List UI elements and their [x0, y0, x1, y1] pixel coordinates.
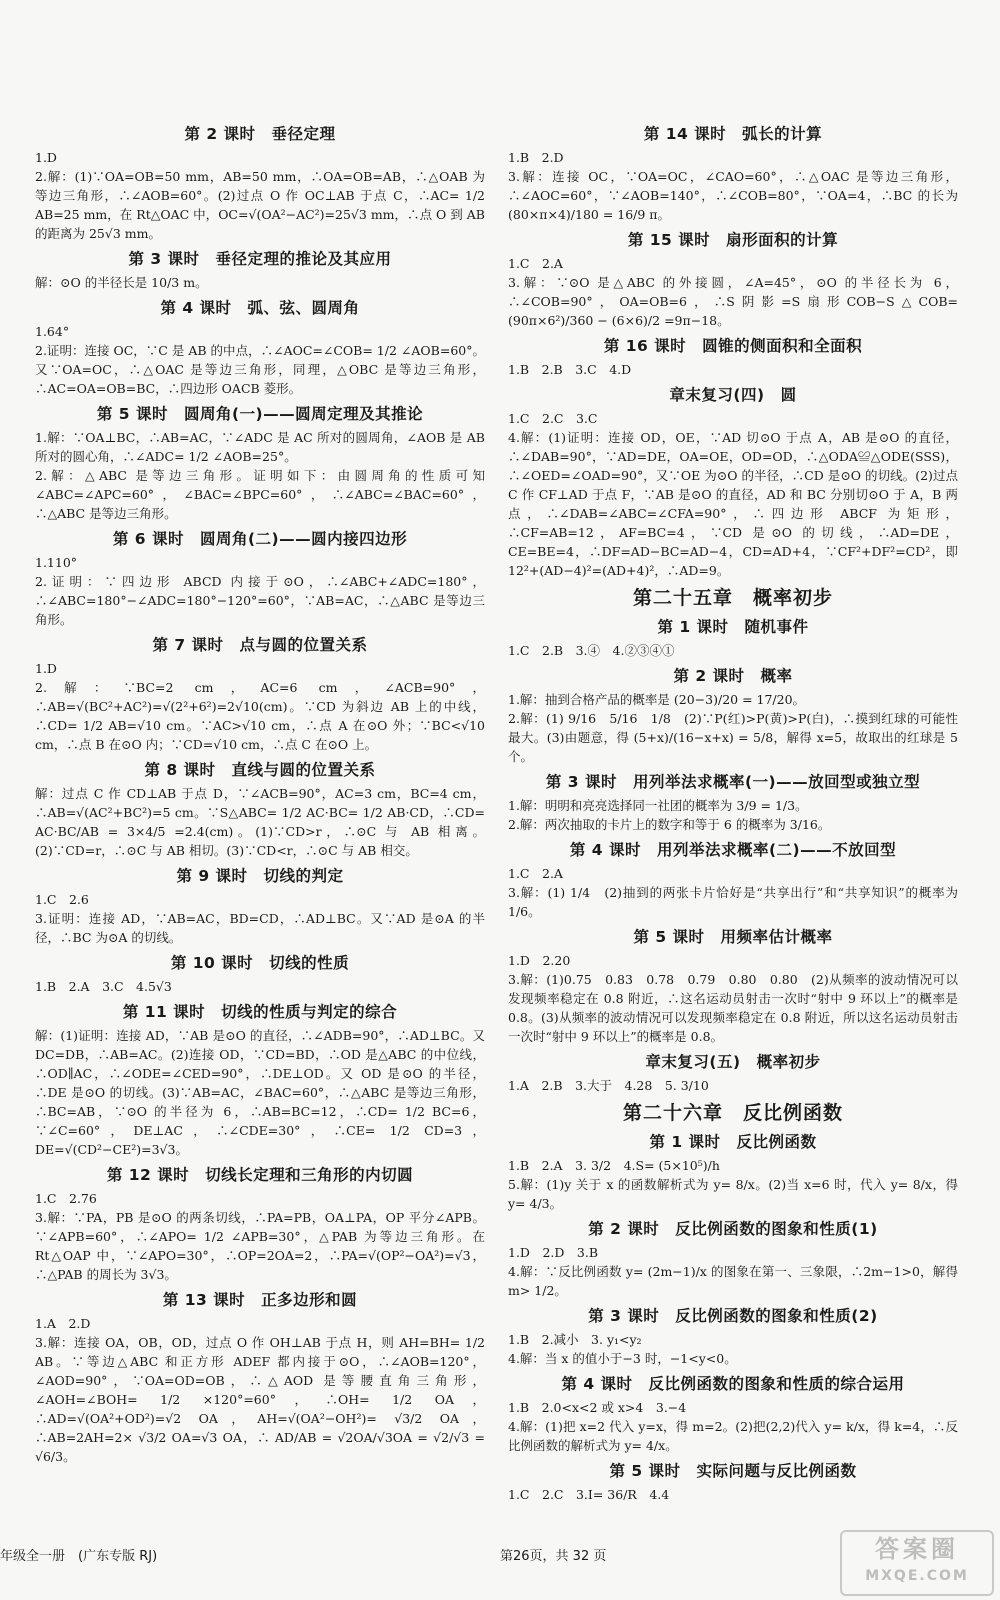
answer-text: 1.D 2.D 3.B	[508, 1245, 599, 1260]
watermark-url: MXQE.COM	[865, 1568, 969, 1584]
answer-text: 3.证明：连接 AD，∵AB=AC，BD=CD，∴AD⊥BC。又∵AD 是⊙A 的半径，∴BC 为⊙A 的切线。	[35, 911, 485, 945]
answer-text: 1.D	[35, 150, 57, 165]
lesson-title: 第 5 课时 用频率估计概率	[633, 928, 833, 946]
answer-text: 4.解：当 x 的值小于−3 时，−1<y<0。	[508, 1351, 737, 1366]
answer-text: 1.解：明明和亮亮选择同一社团的概率为 3/9 = 1/3。	[508, 798, 808, 813]
lesson-title: 第 3 课时 垂径定理的推论及其应用	[128, 250, 392, 268]
lesson-title: 第 13 课时 正多边形和圆	[162, 1291, 358, 1309]
answer-text: 2.证明：连接 OC，∵C 是 AB 的中点，∴∠AOC=∠COB= 1/2 ∠AOB=60°。又∵OA=OC，∴△OAC 是等边三角形，同理，△OBC 是等边三角形，∴AC=OA=OB=BC，∴四边形 OACB 菱形。	[35, 343, 485, 396]
answer-text: 1.C 2.A	[508, 866, 563, 881]
answer-text: 3.解：∵PA，PB 是⊙O 的两条切线，∴PA=PB，OA⊥PA，OP 平分∠APB。∵∠APB=60°，∴∠APO= 1/2 ∠APB=30°，△PAB 为等边三角形。在 Rt△OAP 中，∵∠APO=30°，∴OP=2OA=2，∴PA=√(OP²−OA²)=√3，∴△PAB 的周长为 3√3。	[35, 1210, 485, 1282]
answer-text: 1.C 2.C 3.I= 36/R 4.4	[508, 1487, 670, 1502]
answer-text: 解：(1)证明：连接 AD，∵AB 是⊙O 的直径，∴∠ADB=90°，∴AD⊥BC。又 DC=DB，∴AB=AC。(2)连接 OD，∵CD=BD，∴OD 是△ABC 的中位线，∴OD∥AC，∴∠ODE=∠CED=90°，∴DE⊥OD。又 OD 是⊙O 的半径，∴DE 是⊙O 的切线。(3)∵AB=AC，∠BAC=60°，∴△ABC 是等边三角形，∴BC=AB，∵⊙O 的半径为 6，∴AB=BC=12，∴CD= 1/2 BC=6，∵∠C=60°，DE⊥AC，∴∠CDE=30°，∴CE= 1/2 CD=3，DE=√(CD²−CE²)=3√3。	[35, 1028, 485, 1157]
answer-text: 2.解：(1)∵OA=OB=50 mm，AB=50 mm，∴OA=OB=AB，∴△OAB 为等边三角形，∴∠AOB=60°。(2)过点 O 作 OC⊥AB 于点 C，∴AC= 1/2 AB=25 mm，在 Rt△OAC 中，OC=√(OA²−AC²)=25√3 mm，∴点 O 到 AB 的距离为 25√3 mm。	[35, 169, 485, 241]
chapter-title: 第二十五章 概率初步	[632, 587, 833, 609]
answer-text: 2.证明：∵四边形 ABCD 内接于⊙O，∴∠ABC+∠ADC=180°，∴∠ABC=180°−∠ADC=180°−120°=60°，∵AB=AC，∴△ABC 是等边三角形。	[35, 574, 485, 627]
answer-text: 1.解：抽到合格产品的概率是 (20−3)/20 = 17/20。	[508, 692, 806, 707]
answer-text: 2.解：∵BC=2 cm，AC=6 cm，∠ACB=90°，∴AB=√(BC²+AC²)=√(2²+6²)=2√10(cm)。∵CD 为斜边 AB 上的中线，∴CD= 1/2 AB=√10 cm。∵AC>√10 cm，∴点 A 在⊙O 外；∵BC<√10 cm，∴点 B 在⊙O 内；∵CD=√10 cm，∴点 C 在⊙O 上。	[35, 680, 485, 752]
answer-text: 4.解：(1)证明：连接 OD，OE，∵AD 切⊙O 于点 A，AB 是⊙O 的直径，∴∠DAB=90°，∵AD=DE，OA=OE，OD=OD，∴△ODA≌△ODE(SSS)，∴∠OED=∠OAD=90°，又∵OE 为⊙O 的半径，∴CD 是⊙O 的切线。(2)过点 C 作 CF⊥AD 于点 F，∵AB 是⊙O 的直径，AD 和 BC 分别切⊙O 于 A，B 两点，∴∠DAB=∠ABC=∠CFA=90°，∴四边形 ABCF 为矩形，∴CF=AB=12，AF=BC=4，∵CD 是⊙O 的切线，∴AD=DE，CE=BE=4，∴DF=AD−BC=AD−4，CD=AD+4，∵CF²+DF²=CD²，即 12²+(AD−4)²=(AD+4)²，∴AD=9。	[508, 430, 958, 578]
answer-text: 1.B 2.A 3.C 4.5√3	[35, 979, 172, 994]
lesson-title: 第 1 课时 随机事件	[657, 618, 809, 636]
watermark-text: 答案圈	[875, 1535, 959, 1563]
lesson-title: 第 6 课时 圆周角(二)——圆内接四边形	[112, 530, 408, 548]
answer-text: 5.解：(1)y 关于 x 的函数解析式为 y= 8/x。(2)当 x=6 时，代入 y= 8/x，得 y= 4/3。	[508, 1177, 958, 1211]
answer-text: 1.C 2.6	[35, 892, 89, 907]
lesson-title: 第 14 课时 弧长的计算	[643, 125, 823, 143]
answer-text: 3.解：∵⊙O 是△ABC 的外接圆，∠A=45°，⊙O 的半径长为 6，∴∠COB=90°，OA=OB=6，∴S阴影=S扇形COB−S△COB= (90π×6²)/360 − (6×6)/2 =9π−18。	[508, 275, 958, 328]
lesson-title: 第 8 课时 直线与圆的位置关系	[144, 761, 376, 779]
right-column	[508, 118, 958, 1504]
lesson-title: 第 1 课时 反比例函数	[649, 1133, 817, 1151]
answer-text: 3.解：(1) 1/4 (2)抽到的两张卡片恰好是“共享出行”和“共享知识”的概率为 1/6。	[508, 885, 958, 919]
answer-text: 2.解：两次抽取的卡片上的数字和等于 6 的概率为 3/16。	[508, 817, 831, 832]
answer-text: 1.C 2.B 3.④ 4.②③④①	[508, 643, 675, 658]
lesson-title: 第 2 课时 概率	[673, 667, 793, 685]
chapter-title: 第二十六章 反比例函数	[622, 1102, 843, 1124]
answer-text: 1.B 2.0<x<2 或 x>4 3.−4	[508, 1400, 687, 1415]
lesson-title: 第 2 课时 反比例函数的图象和性质(1)	[588, 1220, 878, 1238]
footer-book-info: 年级全一册 (广东专版 RJ)	[0, 1549, 158, 1564]
lesson-title: 第 15 课时 扇形面积的计算	[627, 231, 839, 249]
lesson-title: 第 9 课时 切线的判定	[176, 867, 344, 885]
lesson-title: 第 3 课时 反比例函数的图象和性质(2)	[588, 1307, 878, 1325]
answer-text: 1.C 2.A	[508, 256, 563, 271]
answer-text: 1.A 2.D	[35, 1316, 91, 1331]
lesson-title: 章末复习(四) 圆	[669, 386, 797, 404]
lesson-title: 第 4 课时 反比例函数的图象和性质的综合运用	[561, 1375, 905, 1393]
answer-text: 3.解：连接 OA，OB，OD，过点 O 作 OH⊥AB 于点 H，则 AH=BH= 1/2 AB。∵等边△ABC 和正方形 ADEF 都内接于⊙O，∴∠AOB=120°，∠AOD=90°，∵OA=OD=OB，∴△AOD 是等腰直角三角形，∠AOH=∠BOH= 1/2 ×120°=60°，∴OH= 1/2 OA，∴AD=√(OA²+OD²)=√2 OA，AH=√(OA²−OH²)= √3/2 OA，∴AB=2AH=2× √3/2 OA=√3 OA，∴ AD/AB = √2OA/√3OA = √2/√3 = √6/3。	[35, 1335, 485, 1464]
answer-text: 1.B 2.减小 3. y₁<y₂	[508, 1332, 642, 1347]
answer-text: 1.B 2.B 3.C 4.D	[508, 362, 632, 377]
lesson-title: 第 7 课时 点与圆的位置关系	[152, 636, 368, 654]
lesson-title: 第 4 课时 弧、弦、圆周角	[160, 299, 360, 317]
lesson-title: 第 2 课时 垂径定理	[184, 125, 336, 143]
answer-text: 1.B 2.D	[508, 150, 564, 165]
lesson-title: 第 5 课时 实际问题与反比例函数	[609, 1462, 857, 1480]
lesson-title: 第 5 课时 圆周角(一)——圆周定理及其推论	[96, 405, 424, 423]
answer-text: 1.110°	[35, 555, 78, 570]
lesson-title: 第 11 课时 切线的性质与判定的综合	[122, 1003, 398, 1021]
answer-text: 1.C 2.C 3.C	[508, 411, 598, 426]
lesson-title: 章末复习(五) 概率初步	[645, 1053, 821, 1071]
footer-page-number: 第26页，共 32 页	[500, 1549, 607, 1564]
answer-text: 1.B 2.A 3. 3/2 4.S= (5×10⁵)/h	[508, 1158, 720, 1173]
answer-text: 3.解：(1)0.75 0.83 0.78 0.79 0.80 0.80 (2)从频率的波动情况可以发现频率稳定在 0.8 附近，∴这名运动员射击一次时“射中 9 环以上”的概率是 0.8。(3)从频率的波动情况可以发现频率稳定在 0.8 附近，所以这名运动员射击一次时“射中 9 环以上”的概率是 0.8。	[508, 972, 958, 1044]
lesson-title: 第 4 课时 用列举法求概率(二)——不放回型	[569, 841, 897, 859]
answer-text: 1.解：∵OA⊥BC，∴AB=AC，∵∠ADC 是 AC 所对的圆周角，∠AOB 是 AB 所对的圆心角，∴∠ADC= 1/2 ∠AOB=25°。	[35, 430, 485, 464]
answer-text: 4.解：∵反比例函数 y= (2m−1)/x 的图象在第一、三象限，∴2m−1>0，解得 m> 1/2。	[508, 1264, 958, 1298]
answer-text: 1.D 2.20	[508, 953, 571, 968]
lesson-title: 第 16 课时 圆锥的侧面积和全面积	[603, 337, 863, 355]
answer-text: 2.解：(1) 9/16 5/16 1/8 (2)∵P(红)>P(黄)>P(白)，∴摸到红球的可能性最大。(3)由题意，得 (5+x)/(16−x+x) = 5/8，解得 x=5，故取出的红球是 5 个。	[508, 711, 958, 764]
watermark-logo	[840, 1530, 994, 1596]
left-column	[35, 118, 485, 1466]
answer-text: 1.A 2.B 3.大于 4.28 5. 3/10	[508, 1078, 709, 1093]
lesson-title: 第 10 课时 切线的性质	[170, 954, 350, 972]
lesson-title: 第 3 课时 用列举法求概率(一)——放回型或独立型	[545, 773, 921, 791]
answer-text: 1.C 2.76	[35, 1191, 97, 1206]
answer-text: 4.解：(1)把 x=2 代入 y=x，得 m=2。(2)把(2,2)代入 y= k/x，得 k=4，∴反比例函数的解析式为 y= 4/x。	[508, 1419, 958, 1453]
answer-text: 3.解：连接 OC，∵OA=OC，∠CAO=60°，∴△OAC 是等边三角形，∴∠AOC=60°，∵∠AOB=140°，∴∠COB=80°，∵OA=4，∴BC 的长为 (80×π×4)/180 = 16/9 π。	[508, 169, 958, 222]
answer-text: 1.D	[35, 661, 57, 676]
answer-text: 2.解：△ABC 是等边三角形。证明如下：由圆周角的性质可知∠ABC=∠APC=60°，∠BAC=∠BPC=60°，∴∠ABC=∠BAC=60°，∴△ABC 是等边三角形。	[35, 468, 485, 521]
answer-text: 1.64°	[35, 324, 70, 339]
lesson-title: 第 12 课时 切线长定理和三角形的内切圆	[106, 1166, 414, 1184]
answer-text: 解：⊙O 的半径长是 10/3 m。	[35, 275, 208, 290]
answer-text: 解：过点 C 作 CD⊥AB 于点 D，∵∠ACB=90°，AC=3 cm，BC=4 cm，∴AB=√(AC²+BC²)=5 cm。∵S△ABC= 1/2 AC·BC= 1/2 AB·CD，∴CD= AC·BC/AB = 3×4/5 =2.4(cm)。(1)∵CD>r，∴⊙C 与 AB 相离。(2)∵CD=r，∴⊙C 与 AB 相切。(3)∵CD<r，∴⊙C 与 AB 相交。	[35, 786, 485, 858]
